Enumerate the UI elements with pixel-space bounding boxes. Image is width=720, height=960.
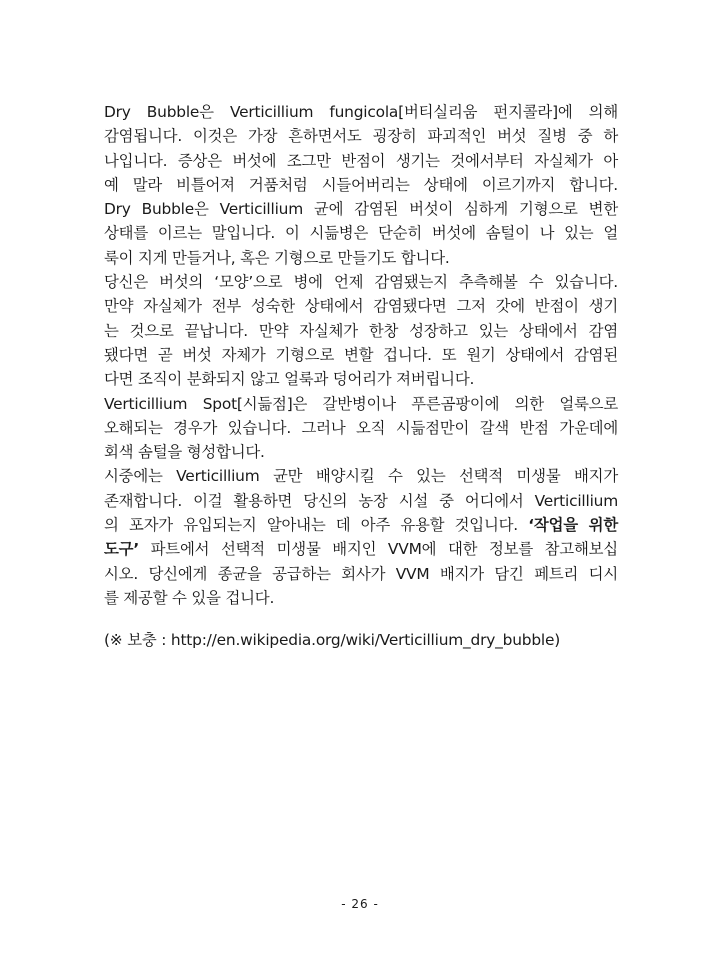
emphasis-text: 도구’	[104, 540, 139, 559]
text-line: 다면 조직이 분화되지 않고 얼룩과 덩어리가 져버립니다.	[104, 370, 475, 389]
text-line: 당신은 버섯의 ‘모양’으로 병에 언제 감염됐는지 추측해볼 수 있습니다.	[104, 273, 618, 292]
text-line: 회색 솜털을 형성합니다.	[104, 443, 265, 462]
text-line	[104, 537, 618, 561]
text-line: 상태를 이르는 말입니다. 이 시듦병은 단순히 버섯에 솜털이 나 있는 얼	[104, 224, 618, 243]
text-line: 만약 자실체가 전부 성숙한 상태에서 감염됐다면 그저 갓에 반점이 생기	[104, 297, 618, 316]
text-run: 의 포자가 유입되는지 알아내는 데 아주 유용할 것입니다.	[104, 516, 518, 535]
text-line: Dry Bubble은 Verticillium 균에 감염된 버섯이 심하게 기형으로 변한	[104, 200, 618, 219]
text-line: 를 제공할 수 있을 겁니다.	[104, 588, 275, 607]
text-line: 존재합니다. 이걸 활용하면 당신의 농장 시설 중 어디에서 Verticillium	[104, 491, 618, 510]
text-line: 오해되는 경우가 있습니다. 그러나 오직 시듦점만이 갈색 반점 가운데에	[104, 418, 618, 437]
text-line: 나입니다. 증상은 버섯에 조그만 반점이 생기는 것에서부터 자실체가 아	[104, 151, 618, 170]
body-text	[104, 100, 618, 610]
emphasis-text: ‘작업을 위한	[528, 516, 618, 535]
source-note: (※ 보충 : http://en.wikipedia.org/wiki/Verticillium_dry_bubble)	[104, 631, 561, 649]
text-run: 파트에서 선택적 미생물 배지인 VVM에 대한 정보를 참고해보십	[150, 540, 618, 559]
page-number: - 26 -	[341, 897, 379, 911]
text-line: Dry Bubble은 Verticillium fungicola[버티실리움 펀지콜라]에 의해	[104, 103, 618, 121]
text-line: 시중에는 Verticillium 균만 배양시킬 수 있는 선택적 미생물 배지가	[104, 467, 618, 486]
text-line: 예 말라 비틀어져 거품처럼 시들어버리는 상태에 이르기까지 합니다.	[104, 175, 618, 194]
text-line: 는 것으로 끝납니다. 만약 자실체가 한창 성장하고 있는 상태에서 감염	[104, 321, 618, 340]
text-line: Verticillium Spot[시듦점]은 갈반병이나 푸른곰팡이에 의한 얼룩으로	[104, 394, 618, 413]
text-line	[104, 513, 618, 537]
text-line: 감염됩니다. 이것은 가장 흔하면서도 굉장히 파괴적인 버섯 질병 중 하	[104, 127, 618, 146]
text-line: 룩이 지게 만들거나, 혹은 기형으로 만들기도 합니다.	[104, 248, 450, 267]
text-line: 시오. 당신에게 종균을 공급하는 회사가 VVM 배지가 담긴 페트리 디시	[104, 564, 618, 583]
text-line: 됐다면 곧 버섯 자체가 기형으로 변할 겁니다. 또 원기 상태에서 감염된	[104, 345, 618, 364]
